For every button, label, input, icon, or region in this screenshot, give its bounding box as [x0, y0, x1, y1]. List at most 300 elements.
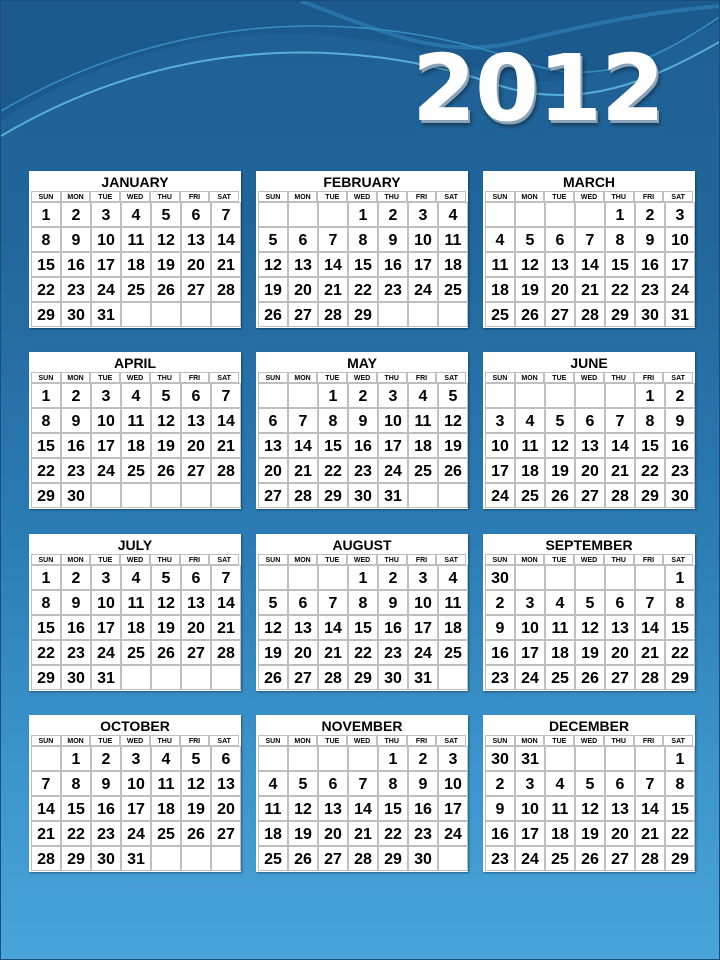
day-cell: 27	[258, 483, 288, 508]
weekday-label: WED	[574, 735, 604, 746]
day-cell: 5	[438, 383, 468, 408]
day-cell: 27	[318, 846, 348, 871]
day-cell: 13	[258, 433, 288, 458]
day-cell: 18	[485, 277, 515, 302]
empty-cell	[288, 746, 318, 771]
day-cell: 23	[61, 640, 91, 665]
day-cell: 20	[288, 640, 318, 665]
day-cell: 15	[665, 615, 695, 640]
day-cell: 5	[151, 383, 181, 408]
day-cell: 21	[211, 252, 241, 277]
weekday-label: WED	[347, 735, 377, 746]
day-cell: 28	[288, 483, 318, 508]
day-cell: 17	[91, 433, 121, 458]
weekday-label: SUN	[31, 554, 61, 565]
day-cell: 15	[31, 433, 61, 458]
day-cell: 3	[408, 565, 438, 590]
day-cell: 22	[31, 640, 61, 665]
day-cell: 19	[515, 277, 545, 302]
day-cell: 16	[61, 433, 91, 458]
day-cell: 22	[31, 277, 61, 302]
weekday-label: THU	[604, 191, 634, 202]
day-cell: 25	[515, 483, 545, 508]
day-cell: 22	[61, 821, 91, 846]
empty-cell	[318, 565, 348, 590]
day-cell: 14	[211, 408, 241, 433]
day-cell: 18	[438, 615, 468, 640]
day-cell: 5	[258, 227, 288, 252]
day-cell: 5	[151, 565, 181, 590]
day-cell: 30	[61, 483, 91, 508]
weekday-label: SAT	[209, 372, 239, 383]
day-cell: 22	[318, 458, 348, 483]
day-cell: 10	[515, 796, 545, 821]
day-cell: 14	[635, 796, 665, 821]
day-cell: 11	[121, 590, 151, 615]
day-grid	[31, 746, 241, 871]
day-cell: 24	[408, 640, 438, 665]
month-november	[256, 715, 468, 872]
day-cell: 27	[181, 640, 211, 665]
day-cell: 21	[575, 277, 605, 302]
empty-cell	[575, 383, 605, 408]
day-cell: 28	[575, 302, 605, 327]
day-cell: 13	[181, 408, 211, 433]
day-cell: 29	[348, 302, 378, 327]
day-cell: 6	[318, 771, 348, 796]
day-cell: 4	[121, 202, 151, 227]
day-cell: 1	[31, 565, 61, 590]
day-cell: 16	[378, 252, 408, 277]
day-cell: 20	[181, 615, 211, 640]
day-cell: 27	[605, 665, 635, 690]
day-cell: 2	[378, 565, 408, 590]
day-cell: 19	[151, 433, 181, 458]
day-cell: 13	[288, 615, 318, 640]
day-cell: 21	[288, 458, 318, 483]
day-cell: 20	[258, 458, 288, 483]
day-cell: 3	[438, 746, 468, 771]
weekday-label: TUE	[544, 554, 574, 565]
empty-cell	[151, 665, 181, 690]
day-cell: 27	[181, 458, 211, 483]
empty-cell	[151, 483, 181, 508]
day-grid	[485, 202, 695, 327]
day-cell: 6	[181, 383, 211, 408]
weekday-label: WED	[120, 372, 150, 383]
day-cell: 2	[91, 746, 121, 771]
empty-cell	[438, 846, 468, 871]
empty-cell	[605, 565, 635, 590]
day-cell: 2	[378, 202, 408, 227]
weekday-label: TUE	[90, 735, 120, 746]
day-cell: 19	[181, 796, 211, 821]
weekday-label: TUE	[317, 191, 347, 202]
day-cell: 18	[121, 615, 151, 640]
day-cell: 17	[378, 433, 408, 458]
day-cell: 8	[665, 771, 695, 796]
day-cell: 7	[31, 771, 61, 796]
day-cell: 12	[151, 227, 181, 252]
day-cell: 25	[545, 846, 575, 871]
empty-cell	[635, 565, 665, 590]
empty-cell	[575, 202, 605, 227]
day-cell: 19	[545, 458, 575, 483]
day-cell: 24	[121, 821, 151, 846]
day-cell: 21	[31, 821, 61, 846]
day-cell: 24	[438, 821, 468, 846]
day-cell: 5	[258, 590, 288, 615]
month-july	[29, 534, 241, 691]
weekday-header	[258, 372, 466, 383]
weekday-label: FRI	[180, 735, 210, 746]
day-cell: 26	[181, 821, 211, 846]
weekday-label: TUE	[90, 191, 120, 202]
day-cell: 4	[545, 590, 575, 615]
day-cell: 2	[408, 746, 438, 771]
weekday-header	[485, 554, 693, 565]
weekday-label: MON	[515, 554, 545, 565]
day-cell: 8	[348, 227, 378, 252]
day-cell: 30	[61, 665, 91, 690]
day-cell: 26	[151, 458, 181, 483]
empty-cell	[515, 202, 545, 227]
day-cell: 17	[438, 796, 468, 821]
day-grid	[31, 565, 241, 690]
day-cell: 28	[605, 483, 635, 508]
day-cell: 30	[378, 665, 408, 690]
day-cell: 12	[288, 796, 318, 821]
day-cell: 5	[288, 771, 318, 796]
day-cell: 28	[348, 846, 378, 871]
day-cell: 13	[181, 227, 211, 252]
weekday-label: SAT	[436, 735, 466, 746]
day-cell: 11	[545, 615, 575, 640]
day-cell: 15	[378, 796, 408, 821]
day-cell: 19	[288, 821, 318, 846]
day-cell: 13	[288, 252, 318, 277]
day-cell: 13	[181, 590, 211, 615]
day-cell: 4	[121, 383, 151, 408]
weekday-label: FRI	[180, 191, 210, 202]
day-cell: 16	[408, 796, 438, 821]
day-cell: 25	[438, 640, 468, 665]
weekday-label: SAT	[436, 554, 466, 565]
weekday-label: FRI	[407, 372, 437, 383]
weekday-label: SUN	[258, 554, 288, 565]
day-cell: 28	[318, 665, 348, 690]
day-cell: 1	[31, 202, 61, 227]
day-cell: 6	[605, 590, 635, 615]
day-cell: 29	[348, 665, 378, 690]
month-september	[483, 534, 695, 691]
day-cell: 5	[515, 227, 545, 252]
day-cell: 15	[635, 433, 665, 458]
weekday-label: THU	[377, 191, 407, 202]
day-cell: 10	[665, 227, 695, 252]
month-title: JULY	[117, 537, 153, 553]
day-cell: 22	[378, 821, 408, 846]
day-cell: 30	[91, 846, 121, 871]
day-cell: 2	[61, 202, 91, 227]
day-cell: 2	[665, 383, 695, 408]
empty-cell	[211, 302, 241, 327]
empty-cell	[151, 302, 181, 327]
day-cell: 15	[605, 252, 635, 277]
day-cell: 8	[31, 227, 61, 252]
day-cell: 14	[318, 615, 348, 640]
day-cell: 17	[91, 615, 121, 640]
day-cell: 15	[31, 615, 61, 640]
day-cell: 27	[211, 821, 241, 846]
empty-cell	[438, 665, 468, 690]
day-cell: 29	[378, 846, 408, 871]
day-cell: 30	[665, 483, 695, 508]
day-cell: 17	[121, 796, 151, 821]
day-cell: 1	[665, 746, 695, 771]
weekday-label: MON	[61, 554, 91, 565]
month-january	[29, 171, 241, 328]
day-cell: 26	[151, 640, 181, 665]
day-cell: 8	[61, 771, 91, 796]
day-cell: 11	[258, 796, 288, 821]
day-cell: 8	[378, 771, 408, 796]
weekday-label: TUE	[544, 372, 574, 383]
day-cell: 9	[378, 590, 408, 615]
empty-cell	[485, 202, 515, 227]
day-cell: 7	[348, 771, 378, 796]
day-cell: 29	[31, 483, 61, 508]
weekday-label: TUE	[90, 554, 120, 565]
empty-cell	[288, 383, 318, 408]
day-cell: 12	[575, 796, 605, 821]
day-cell: 9	[378, 227, 408, 252]
day-cell: 23	[61, 458, 91, 483]
day-cell: 23	[91, 821, 121, 846]
empty-cell	[575, 746, 605, 771]
empty-cell	[408, 483, 438, 508]
day-cell: 16	[485, 640, 515, 665]
day-grid	[258, 202, 468, 327]
day-grid	[258, 383, 468, 508]
day-cell: 18	[545, 821, 575, 846]
day-cell: 31	[91, 302, 121, 327]
empty-cell	[211, 483, 241, 508]
day-cell: 12	[545, 433, 575, 458]
month-title: MAY	[347, 355, 377, 371]
day-cell: 19	[151, 615, 181, 640]
day-cell: 3	[91, 383, 121, 408]
day-cell: 28	[635, 846, 665, 871]
month-june	[483, 352, 695, 509]
day-cell: 25	[408, 458, 438, 483]
weekday-header	[258, 554, 466, 565]
day-cell: 31	[378, 483, 408, 508]
weekday-label: SUN	[485, 372, 515, 383]
day-cell: 18	[258, 821, 288, 846]
day-cell: 12	[258, 615, 288, 640]
day-cell: 16	[665, 433, 695, 458]
day-cell: 1	[378, 746, 408, 771]
day-cell: 7	[635, 590, 665, 615]
weekday-label: SAT	[663, 735, 693, 746]
weekday-label: SUN	[258, 372, 288, 383]
weekday-label: SUN	[485, 191, 515, 202]
day-cell: 17	[515, 821, 545, 846]
day-cell: 3	[91, 565, 121, 590]
day-cell: 24	[665, 277, 695, 302]
day-grid	[485, 383, 695, 508]
empty-cell	[258, 383, 288, 408]
day-cell: 21	[635, 640, 665, 665]
day-cell: 6	[545, 227, 575, 252]
day-cell: 8	[605, 227, 635, 252]
day-cell: 28	[211, 277, 241, 302]
weekday-header	[31, 191, 239, 202]
day-cell: 31	[515, 746, 545, 771]
weekday-label: WED	[120, 191, 150, 202]
day-cell: 19	[438, 433, 468, 458]
day-cell: 22	[665, 821, 695, 846]
weekday-label: SUN	[258, 735, 288, 746]
day-cell: 3	[515, 590, 545, 615]
day-cell: 18	[515, 458, 545, 483]
weekday-label: THU	[377, 554, 407, 565]
month-april	[29, 352, 241, 509]
day-cell: 29	[31, 302, 61, 327]
day-cell: 5	[575, 771, 605, 796]
weekday-label: FRI	[180, 554, 210, 565]
day-cell: 30	[485, 565, 515, 590]
day-cell: 26	[515, 302, 545, 327]
day-cell: 13	[605, 796, 635, 821]
day-cell: 3	[378, 383, 408, 408]
empty-cell	[288, 565, 318, 590]
day-cell: 7	[318, 227, 348, 252]
weekday-label: MON	[515, 191, 545, 202]
day-cell: 12	[181, 771, 211, 796]
day-cell: 20	[181, 252, 211, 277]
day-cell: 16	[61, 615, 91, 640]
day-cell: 11	[545, 796, 575, 821]
day-cell: 9	[485, 796, 515, 821]
day-cell: 4	[515, 408, 545, 433]
month-title: JANUARY	[101, 174, 169, 190]
empty-cell	[121, 665, 151, 690]
day-cell: 3	[485, 408, 515, 433]
day-cell: 14	[575, 252, 605, 277]
month-title: OCTOBER	[100, 718, 170, 734]
day-cell: 24	[91, 277, 121, 302]
empty-cell	[575, 565, 605, 590]
empty-cell	[318, 746, 348, 771]
day-cell: 2	[61, 383, 91, 408]
day-cell: 31	[665, 302, 695, 327]
day-cell: 31	[121, 846, 151, 871]
day-cell: 5	[575, 590, 605, 615]
day-cell: 10	[121, 771, 151, 796]
day-cell: 25	[121, 277, 151, 302]
day-cell: 11	[121, 408, 151, 433]
weekday-label: MON	[61, 372, 91, 383]
day-cell: 3	[91, 202, 121, 227]
day-cell: 18	[438, 252, 468, 277]
day-cell: 1	[605, 202, 635, 227]
day-cell: 24	[408, 277, 438, 302]
day-cell: 29	[61, 846, 91, 871]
day-cell: 30	[635, 302, 665, 327]
day-cell: 20	[575, 458, 605, 483]
day-cell: 4	[258, 771, 288, 796]
month-february	[256, 171, 468, 328]
day-cell: 7	[635, 771, 665, 796]
day-cell: 9	[485, 615, 515, 640]
empty-cell	[181, 846, 211, 871]
day-cell: 29	[605, 302, 635, 327]
day-cell: 17	[485, 458, 515, 483]
weekday-label: WED	[347, 554, 377, 565]
day-cell: 17	[408, 615, 438, 640]
month-december	[483, 715, 695, 872]
weekday-label: WED	[574, 554, 604, 565]
empty-cell	[318, 202, 348, 227]
day-grid	[258, 565, 468, 690]
empty-cell	[485, 383, 515, 408]
day-cell: 17	[515, 640, 545, 665]
day-cell: 14	[348, 796, 378, 821]
weekday-label: SUN	[31, 191, 61, 202]
day-cell: 23	[378, 277, 408, 302]
empty-cell	[211, 846, 241, 871]
weekday-label: WED	[120, 735, 150, 746]
day-cell: 21	[605, 458, 635, 483]
day-cell: 16	[348, 433, 378, 458]
day-cell: 11	[121, 227, 151, 252]
day-cell: 6	[181, 565, 211, 590]
weekday-label: MON	[515, 735, 545, 746]
day-cell: 25	[485, 302, 515, 327]
day-cell: 12	[438, 408, 468, 433]
day-cell: 25	[545, 665, 575, 690]
empty-cell	[438, 302, 468, 327]
day-cell: 7	[211, 565, 241, 590]
weekday-label: THU	[604, 554, 634, 565]
month-title: JUNE	[570, 355, 608, 371]
weekday-label: MON	[288, 191, 318, 202]
day-cell: 1	[665, 565, 695, 590]
day-cell: 19	[151, 252, 181, 277]
day-cell: 27	[181, 277, 211, 302]
day-cell: 18	[121, 252, 151, 277]
day-cell: 18	[545, 640, 575, 665]
weekday-header	[485, 372, 693, 383]
day-cell: 4	[408, 383, 438, 408]
day-cell: 20	[288, 277, 318, 302]
day-cell: 12	[258, 252, 288, 277]
empty-cell	[635, 746, 665, 771]
weekday-label: WED	[347, 372, 377, 383]
empty-cell	[605, 746, 635, 771]
weekday-label: FRI	[634, 735, 664, 746]
weekday-label: TUE	[317, 554, 347, 565]
day-cell: 29	[318, 483, 348, 508]
day-cell: 27	[605, 846, 635, 871]
weekday-label: SAT	[663, 372, 693, 383]
day-cell: 15	[31, 252, 61, 277]
day-cell: 7	[605, 408, 635, 433]
day-cell: 26	[438, 458, 468, 483]
day-cell: 6	[605, 771, 635, 796]
